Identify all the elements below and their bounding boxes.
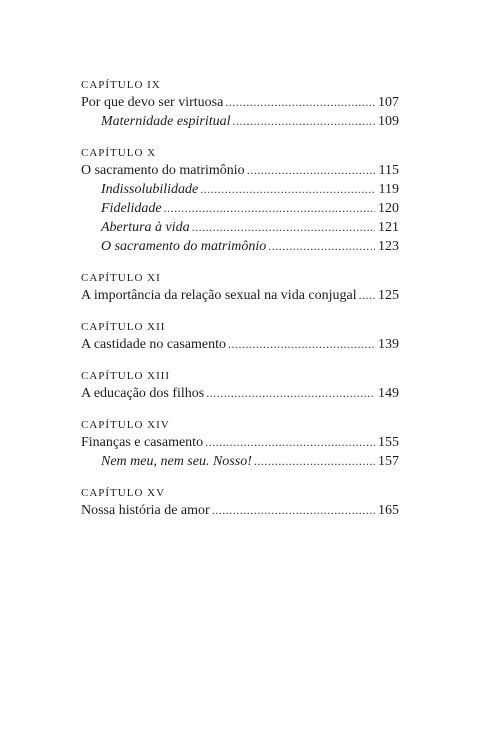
dot-leader [247, 161, 376, 180]
toc-entry[interactable] [81, 161, 399, 180]
toc-entry[interactable] [81, 384, 399, 403]
toc-entry[interactable] [81, 286, 399, 305]
toc-subentry[interactable] [81, 199, 399, 218]
toc-entry[interactable] [81, 433, 399, 452]
chapter-label: CAPÍTULO XIV [81, 419, 170, 431]
toc-subentry[interactable] [81, 452, 399, 471]
page-number: 123 [378, 239, 399, 254]
entry-title: O sacramento do matrimônio [101, 239, 267, 254]
chapter-label: CAPÍTULO IX [81, 79, 161, 91]
toc-subentry[interactable] [81, 180, 399, 199]
entry-title: Por que devo ser virtuosa [81, 95, 224, 110]
toc-subentry[interactable] [81, 112, 399, 131]
entry-title: Nem meu, nem seu. Nosso! [101, 454, 252, 469]
entry-title: Abertura à vida [101, 220, 190, 235]
dot-leader [225, 93, 375, 112]
chapter-label: CAPÍTULO XI [81, 272, 161, 284]
chapter-xiv [81, 417, 399, 471]
chapter-xi [81, 270, 399, 305]
toc-entry[interactable] [81, 93, 399, 112]
dot-leader [228, 335, 375, 354]
chapter-label: CAPÍTULO XV [81, 487, 166, 499]
entry-title: Maternidade espiritual [101, 114, 231, 129]
page-number: 149 [378, 386, 399, 401]
entry-title: A castidade no casamento [81, 337, 227, 352]
dot-leader [164, 199, 375, 218]
toc-entry[interactable] [81, 501, 399, 520]
chapter-label: CAPÍTULO X [81, 147, 157, 159]
chapter-xv [81, 485, 399, 520]
entry-title: A educação dos filhos [81, 386, 205, 401]
entry-title: Finanças e casamento [81, 435, 204, 450]
page-number: 139 [378, 337, 399, 352]
page-number: 155 [378, 435, 399, 450]
page-number: 109 [378, 114, 399, 129]
dot-leader [268, 237, 375, 256]
entry-title: Fidelidade [101, 201, 162, 216]
page-number: 107 [378, 95, 399, 110]
table-of-contents [81, 77, 399, 534]
entry-title: O sacramento do matrimônio [81, 163, 245, 178]
chapter-xiii [81, 368, 399, 403]
dot-leader [212, 501, 375, 520]
chapter-x [81, 145, 399, 256]
dot-leader [192, 218, 375, 237]
dot-leader [206, 384, 375, 403]
entry-title: Nossa história de amor [81, 503, 210, 518]
page-number: 157 [378, 454, 399, 469]
dot-leader [359, 286, 375, 305]
chapter-label: CAPÍTULO XIII [81, 370, 171, 382]
page-number: 120 [378, 201, 399, 216]
dot-leader [200, 180, 375, 199]
page-number: 125 [378, 288, 399, 303]
toc-entry[interactable] [81, 335, 399, 354]
entry-title: A importância da relação sexual na vida conjugal [81, 288, 357, 303]
toc-subentry[interactable] [81, 237, 399, 256]
toc-subentry[interactable] [81, 218, 399, 237]
chapter-label: CAPÍTULO XII [81, 321, 166, 333]
dot-leader [205, 433, 375, 452]
dot-leader [233, 112, 376, 131]
entry-title: Indissolubilidade [101, 182, 199, 197]
page-number: 121 [378, 220, 399, 235]
chapter-xii [81, 319, 399, 354]
dot-leader [254, 452, 375, 471]
page-number: 119 [378, 182, 399, 197]
page-number: 165 [378, 503, 399, 518]
chapter-ix [81, 77, 399, 131]
page-number: 115 [378, 163, 399, 178]
